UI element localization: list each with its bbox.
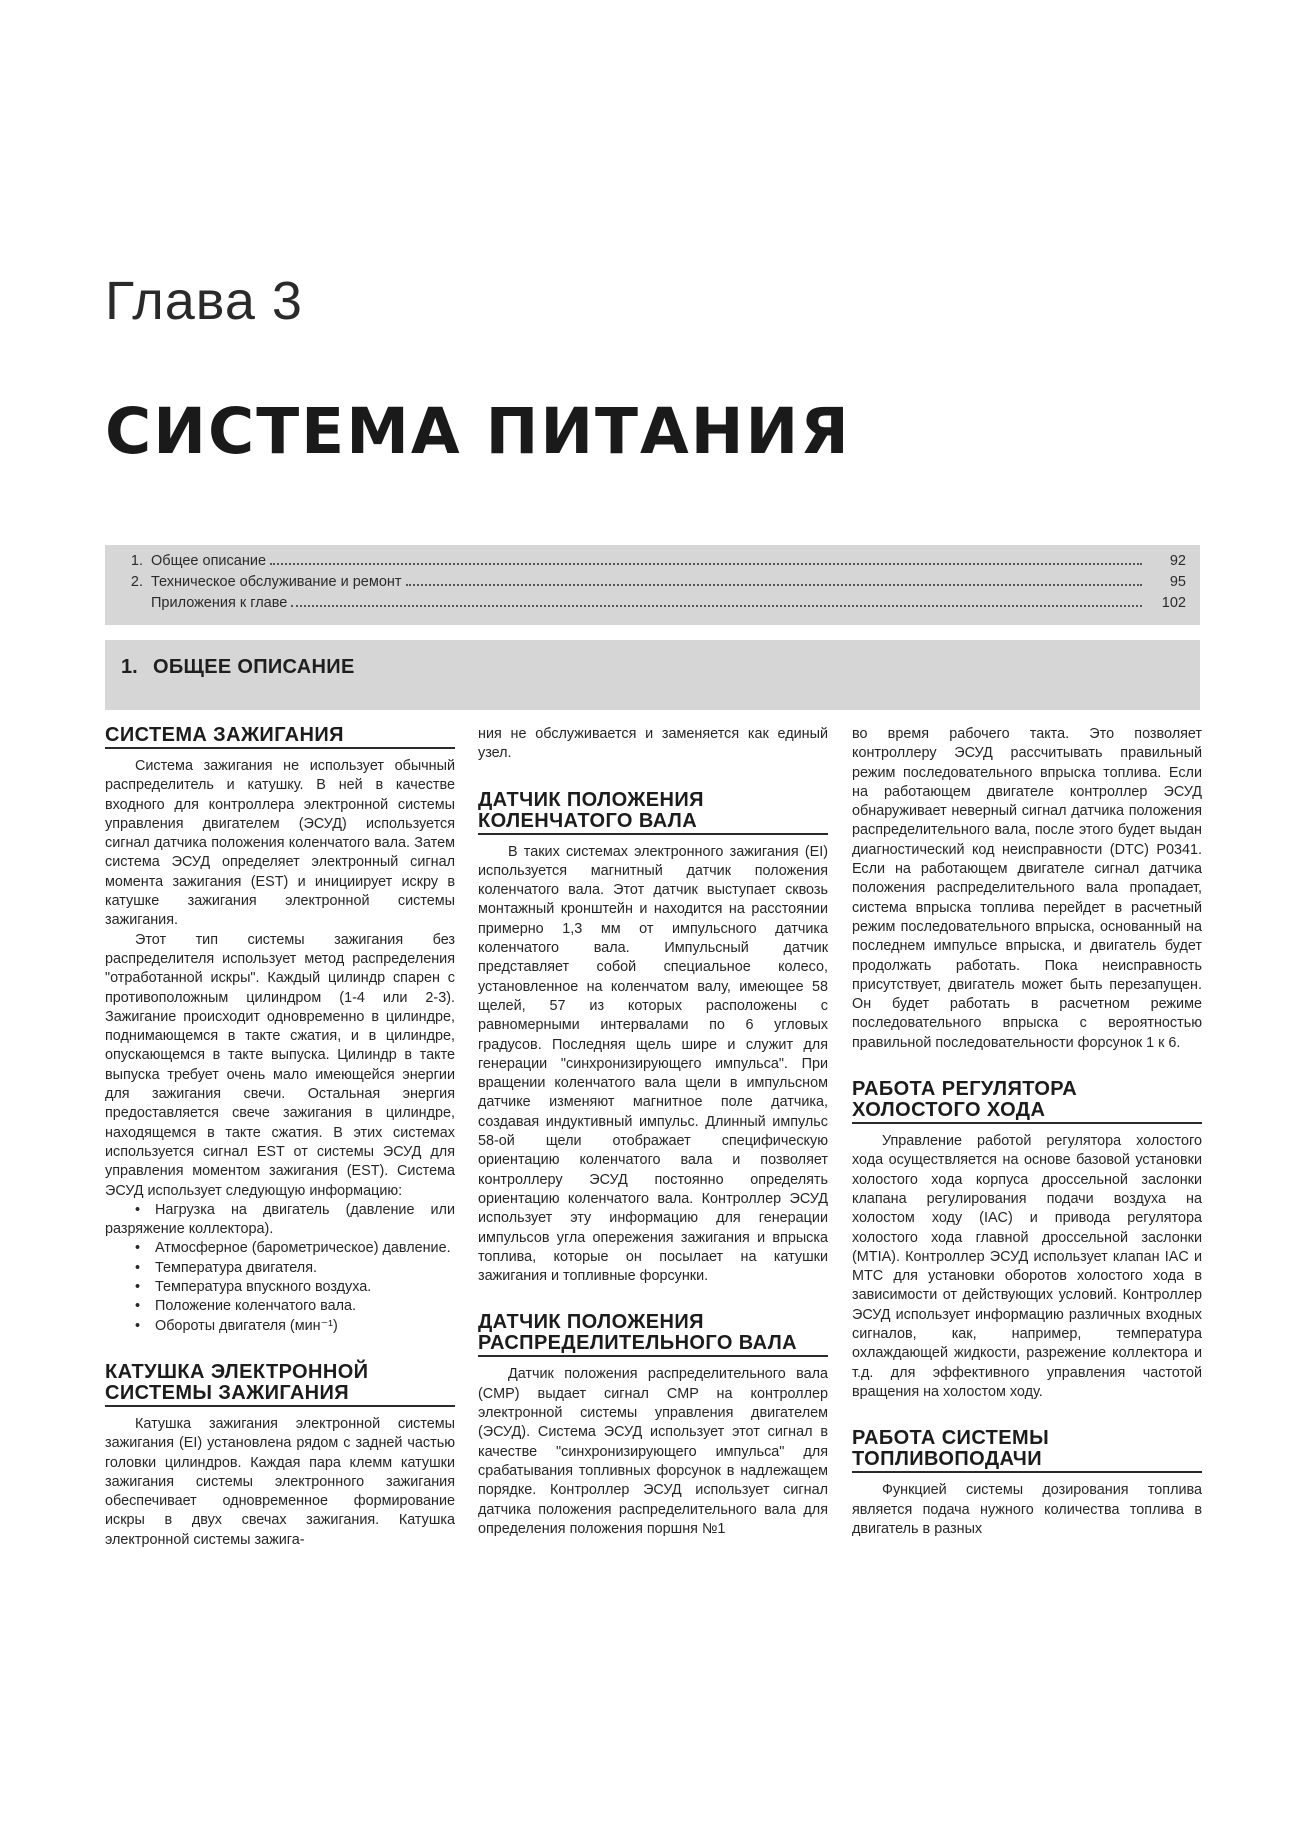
list-item: • Температура впускного воздуха. — [105, 1278, 455, 1297]
paragraph: Система зажигания не использует обычный распределитель и катушку. В ней в качестве входного для контроллера электронной системы управления двигателем (ЭСУД) используется сигнал датчика положения коленчатого вала. Затем система ЭСУД определяет электронный сигнал момента зажигания (EST) и инициирует искру в катушке зажигания электронной системы зажигания. — [105, 758, 455, 929]
toc-page-number: 92 — [1169, 553, 1186, 569]
chapter-label: Глава 3 — [105, 271, 303, 331]
chapter-title: СИСТЕМА ПИТАНИЯ — [105, 395, 851, 468]
text-column-3 — [852, 725, 1202, 1735]
list-item: • Обороты двигателя (мин⁻¹) — [105, 1317, 455, 1336]
toc-label: Общее описание — [151, 553, 267, 569]
list-item: • Атмосферное (барометрическое) давление. — [105, 1239, 455, 1258]
toc-page-number: 95 — [1169, 574, 1186, 590]
bullet-icon: • — [135, 1201, 141, 1218]
table-of-contents — [105, 545, 1200, 625]
list-item: • Положение коленчатого вала. — [105, 1297, 455, 1316]
paragraph: во время рабочего такта. Это позволяет контроллеру ЭСУД рассчитывать правильный режим последовательного впрыска топлива. Если на работающем двигателе контроллер ЭСУД обнаруживает неверный сигнал датчика положения распределительного вала, после этого будет выдан диагностический код неисправности (DTC) P0341. Если на работающем двигателе сигнал датчика положения распределительного вала пропадает, система впрыска топлива перейдет в расчетный режим последовательного впрыска, основанный на последнем импульсе впрыска, и двигатель будет продолжать работать. Пока неисправность присутствует, двигатель может быть перезапущен. Он будет работать в расчетном режиме последовательного впрыска с вероятностью правильной последовательности форсунок 1 к 6. — [852, 726, 1202, 1051]
text-column-2 — [478, 725, 828, 1735]
bullet-icon: • — [135, 1317, 141, 1334]
toc-label: Техническое обслуживание и ремонт — [151, 574, 402, 590]
info-list — [105, 1201, 455, 1336]
toc-leader-dots — [406, 583, 1142, 586]
toc-leader-dots — [270, 562, 1142, 565]
toc-number: 2. — [130, 574, 143, 590]
bullet-icon: • — [135, 1279, 141, 1296]
toc-leader-dots — [291, 604, 1142, 607]
toc-row[interactable] — [105, 595, 1200, 616]
list-item: • Нагрузка на двигатель (давление или разряжение коллектора). — [105, 1201, 455, 1238]
heading-crankshaft-sensor: ДАТЧИК ПОЛОЖЕНИЯ КОЛЕНЧАТОГО ВАЛА — [478, 790, 828, 835]
section-title: ОБЩЕЕ ОПИСАНИЕ — [153, 656, 355, 678]
heading-fuel-system: РАБОТА СИСТЕМЫ ТОПЛИВОПОДАЧИ — [852, 1428, 1202, 1473]
bullet-icon: • — [135, 1240, 141, 1257]
toc-row[interactable] — [105, 574, 1200, 595]
paragraph: ния не обслуживается и заменяется как единый узел. — [478, 726, 828, 762]
toc-label: Приложения к главе — [151, 595, 288, 611]
paragraph: В таких системах электронного зажигания (EI) используется магнитный датчик положения коленчатого вала. Этот датчик выступает сквозь монтажный кронштейн и находится на расстоянии примерно 1,3 мм от импульсного датчика коленчатого вала. Импульсный датчик представляет собой специальное колесо, установленное на коленчатом валу, имеющее 58 щелей, 57 из которых расположены с равномерными интервалами по 6 угловых градусов. Последняя щель шире и служит для генерации "синхронизирующего импульса". При вращении коленчатого вала щели в импульсном датчике изменяют магнитное поле датчика, создавая индуктивный импульс. Длинный импульс 58-ой щели отображает специфическую ориентацию коленчатого вала и позволяет контроллеру ЭСУД постоянно определять ориентацию коленчатого вала. Контроллер ЭСУД использует эту информацию для генерации импульсов угла опережения зажигания и впрыска топлива, которые он посылает на катушки зажигания и топливные форсунки. — [478, 843, 828, 1285]
section-number: 1. — [121, 656, 138, 678]
toc-page-number: 102 — [1161, 595, 1186, 611]
toc-number: 1. — [130, 553, 143, 569]
heading-idle-control: РАБОТА РЕГУЛЯТОРА ХОЛОСТОГО ХОДА — [852, 1079, 1202, 1124]
heading-camshaft-sensor: ДАТЧИК ПОЛОЖЕНИЯ РАСПРЕДЕЛИТЕЛЬНОГО ВАЛА — [478, 1312, 828, 1357]
bullet-icon: • — [135, 1298, 141, 1315]
paragraph: Функцией системы дозирования топлива является подача нужного количества топлива в двигатель в разных — [852, 1482, 1202, 1537]
section-header — [105, 640, 1200, 710]
paragraph: Этот тип системы зажигания без распределителя использует метод распределения "отработанной искры". Каждый цилиндр спарен с противоположным цилиндром (1-4 или 2-3). Зажигание происходит одновременно в цилиндре, поднимающемся в такте сжатия, и в цилиндре, опускающемся в такте выпуска. Цилиндр в такте выпуска требует очень мало имеющейся энергии для зажигания свечи. Остальная энергия предоставляется свече зажигания в цилиндре, находящемся в такте сжатия. В этих системах используется сигнал EST от системы ЭСУД для управления моментом зажигания (EST). Система ЭСУД использует следующую информацию: — [105, 931, 455, 1199]
paragraph: Управление работой регулятора холостого хода осуществляется на основе базовой установки холостого хода корпуса дроссельной заслонки клапана регулирования подачи воздуха на холостом ходу (IAC) и привода регулятора холостого хода главной дроссельной заслонки (MTIA). Контроллер ЭСУД использует клапан IAC и MTC для установки оборотов холостого хода в зависимости от действующих условий. Контроллер ЭСУД использует информацию различных входных сигналов, как, например, температура охлаждающей жидкости, разрежение коллектора и т.д. для эффективного управления частотой вращения на холостом ходу. — [852, 1133, 1202, 1400]
paragraph: Датчик положения распределительного вала (CMP) выдает сигнал CMP на контроллер электронной системы управления двигателем (ЭСУД). Система ЭСУД использует этот сигнал в качестве "синхронизирующего импульса" для срабатывания топливных форсунок в надлежащем порядке. Контроллер ЭСУД использует сигнал датчика положения распределительного вала для определения положения поршня №1 — [478, 1366, 828, 1537]
text-column-1 — [105, 725, 455, 1735]
bullet-icon: • — [135, 1259, 141, 1276]
list-item: • Температура двигателя. — [105, 1259, 455, 1278]
toc-row[interactable] — [105, 553, 1200, 574]
heading-ignition-system: СИСТЕМА ЗАЖИГАНИЯ — [105, 725, 455, 749]
paragraph: Катушка зажигания электронной системы зажигания (EI) установлена рядом с задней частью головки цилиндров. Каждая пара клемм катушки зажигания системы электронного зажигания обеспечивает одновременное формирование искры в двух свечах зажигания. Катушка электронной системы зажига- — [105, 1415, 455, 1548]
heading-ignition-coil: КАТУШКА ЭЛЕКТРОННОЙ СИСТЕМЫ ЗАЖИГАНИЯ — [105, 1362, 455, 1407]
